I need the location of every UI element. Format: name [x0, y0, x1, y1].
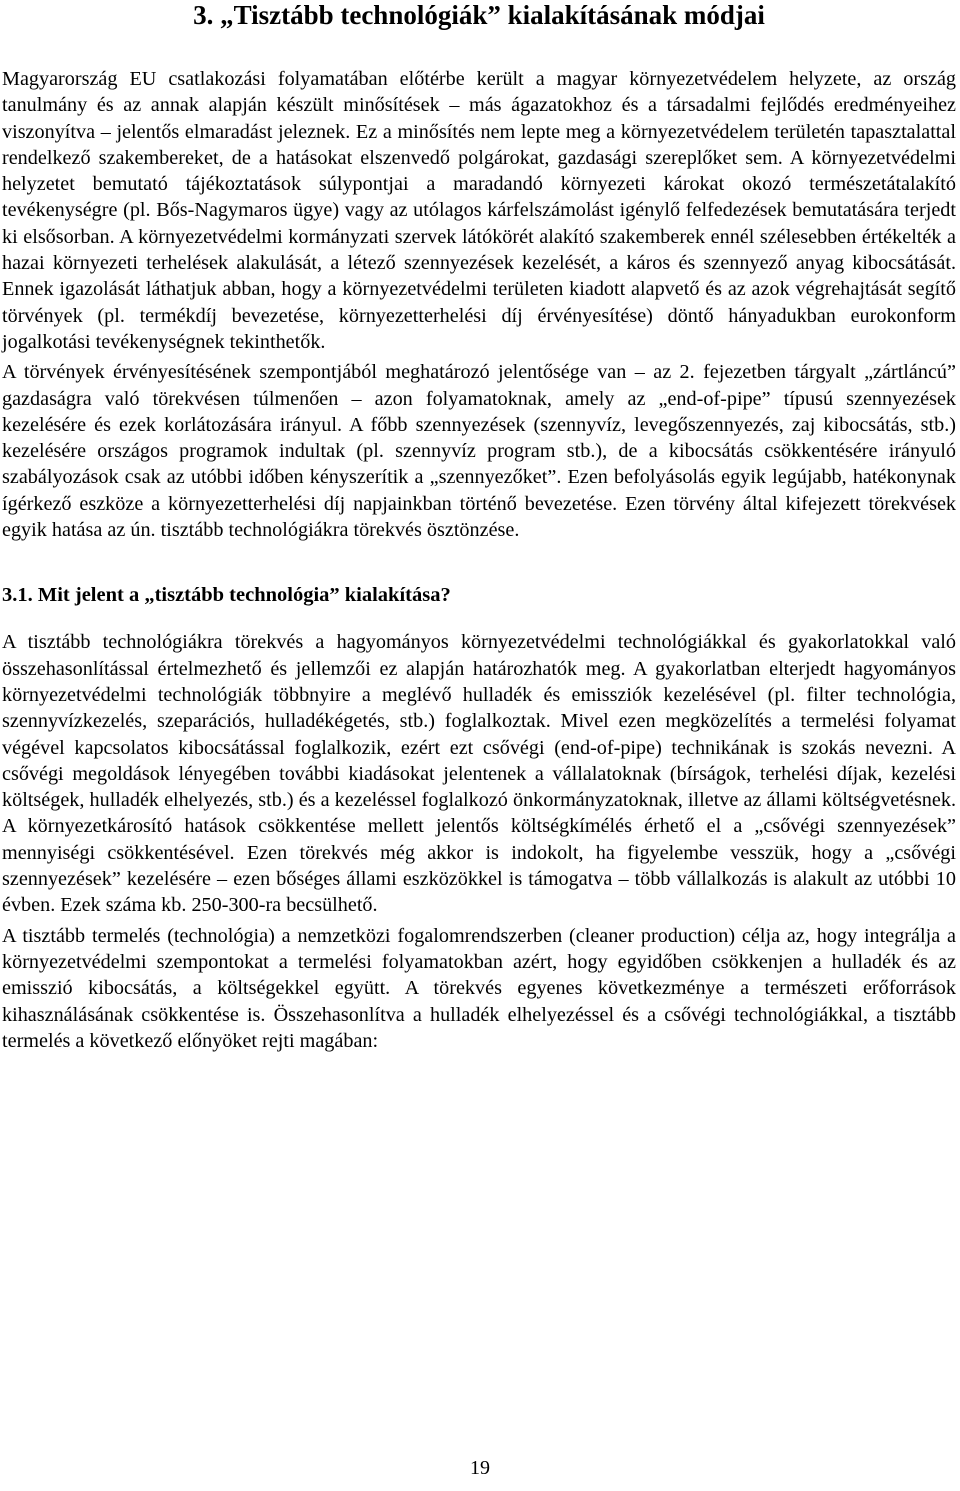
body-paragraph: A törvények érvényesítésének szempontjából meghatározó jelentősége van – az 2. fejezetben tárgyalt „zártláncú” gazdaságra való törekvésen túlmenően – azon folyamatoknak, amely az „end-of-pipe” típusú szennyezések kezelésére és ezek korlátozására irányul. A főbb szennyezések (szennyvíz, levegőszennyezés, zaj kibocsátás, stb.) kezelésére országos programok indultak (pl. szennyvíz program stb.), de a kibocsátás csökkentésére irányuló szabályozások csak az utóbbi időben kényszerítik a „szennyezőket”. Ezen befolyásolás egyik legújabb, hatékonynak ígérkező eszköze a környezetterhelési díj napjainkban történő bevezetése. Ezen törvény által kifejezett törekvések egyik hatása az ún. tisztább technológiákra törekvés ösztönzése. — [2, 361, 956, 542]
section-title: 3.1. Mit jelent a „tisztább technológia” kialakítása? — [2, 584, 451, 607]
body-paragraph: Magyarország EU csatlakozási folyamatában előtérbe került a magyar környezetvédelem helyzete, az ország tanulmány és az annak alapján készült minősítések – más ágazatokhoz és a társadalmi fejlődés eredményeihez viszonyítva – jelentős elmaradást jeleznek. Ez a minősítés nem lepte meg a környezetvédelem területén tapasztalattal rendelkező szakembereket, de a hatásokat elszenvedő polgárokat, gazdasági szereplőket sem. A környezetvédelmi helyzetet bemutató tájékoztatások súlypontjai a maradandó környezeti károkat okozó természetátalakító tevékenységre (pl. Bős-Nagymaros ügye) vagy az utólagos kárfelszámolást igénylő felfedezések bemutatására terjedt ki elsősorban. A környezetvédelmi kormányzati szervek látókörét alakító szakemberek ennél szélesebben értékelték a hazai környezeti terhelések alakulását, a létező szennyezések kezelését, a káros és szennyező anyag kibocsátását. Ennek igazolását láthatjuk abban, hogy a környezetvédelmi területen kiadott alapvető és az azok végrehajtását segítő törvények (pl. termékdíj bevezetése, környezetterhelési díj érvényesítése) döntő hányadukban eurokonform jogalkotási tevékenységnek tekinthetők. — [2, 68, 956, 353]
section-paragraph: A tisztább technológiákra törekvés a hagyományos környezetvédelmi technológiákkal és gyakorlatokkal való összehasonlítással értelmezhető és jellemzői ez alapján határozhatók meg. A gyakorlatban elterjedt hagyományos környezetvédelmi technológiák többnyire a meglévő hulladék és emissziók kezelésével (pl. filter technológia, szennyvízkezelés, szeparációs, hulladékégetés, stb.) foglalkoztak. Mivel ezen megközelítés a termelési folyamat végével kapcsolatos kibocsátással foglalkozik, ezért ezt csővégi (end-of-pipe) technikának is szokás nevezni. A csővégi megoldások lényegében további kiadásokat jelentenek a vállalatoknak (bírságok, terhelési díjak, kezelési költségek, hulladék elhelyezés, stb.) és a kezeléssel foglalkozó önkormányzatoknak, illetve az állami költségvetésnek. A környezetkárosító hatások csökkentése mellett jelentős költségkímélés érhető el a „csővégi szennyezések” mennyiségi csökkentésével. Ezen törekvés még akkor is indokolt, ha figyelembe vesszük, hogy a „csővégi szennyezések” kezelésére – ezen bőséges állami eszközökkel is támogatva – több vállalkozás is alakult az utóbbi 10 évben. Ezek száma kb. 250-300-ra becsülhető. — [2, 631, 956, 917]
chapter-title: 3. „Tisztább technológiák” kialakításának módjai — [193, 0, 765, 30]
section-paragraph: A tisztább termelés (technológia) a nemzetközi fogalomrendszerben (cleaner production) célja az, hogy integrálja a környezetvédelmi szempontokat a termelési folyamatokban azért, hogy egyidőben csökkenjen a hulladék és az emisszió kibocsátás, a költségekkel együtt. A törekvés egyenes következménye a természeti erőforrások kihasználásának csökkentése is. Összehasonlítva a hulladék elhelyezéssel és a csővégi technológiákkal, a tisztább termelés a következő előnyöket rejti magában: — [2, 924, 956, 1052]
page-number: 19 — [470, 1457, 490, 1479]
